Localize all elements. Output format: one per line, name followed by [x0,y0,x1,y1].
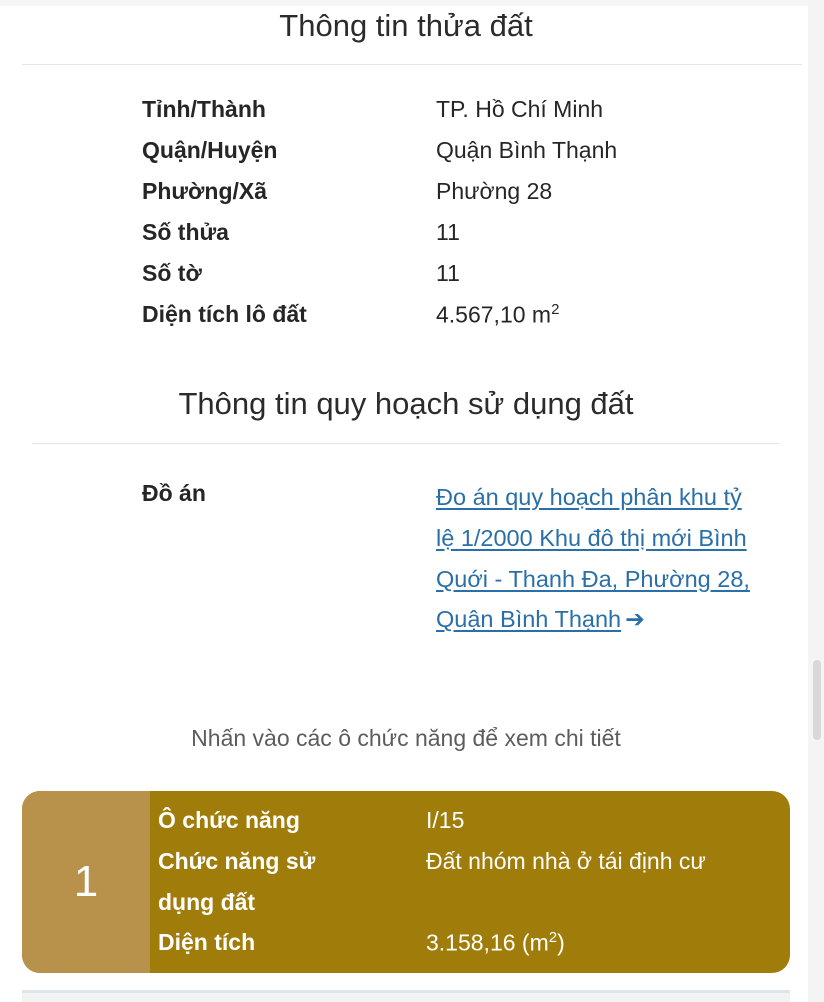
area-unit-superscript: 2 [551,301,560,318]
area-number: 4.567,10 m [436,301,552,328]
scrollbar-thumb[interactable] [813,660,821,740]
info-value: 11 [436,219,460,245]
top-band [0,0,808,6]
info-label: Diện tích lô đất [142,301,307,327]
parcel-info-title: Thông tin thửa đất [279,8,533,43]
planning-info-title: Thông tin quy hoạch sử dụng đất [178,386,634,421]
info-value-area [436,301,559,329]
card-area-suffix: ) [557,929,565,956]
arrow-right-icon: ➔ [625,606,645,633]
card-label: dụng đất [158,889,256,915]
function-card-index: 1 [22,791,150,973]
divider [32,443,780,444]
info-label: Tỉnh/Thành [142,96,266,122]
hint-text: Nhấn vào các ô chức năng để xem chi tiết [191,725,621,751]
info-label: Số thửa [142,219,229,245]
scrollbar[interactable] [808,0,824,1002]
plan-label: Đồ án [142,480,206,506]
card-area-unit-superscript: 2 [548,929,558,946]
card-area-number: 3.158,16 (m [426,929,549,956]
info-value: TP. Hồ Chí Minh [436,96,604,122]
next-card-edge [22,990,790,1002]
info-value: 11 [436,260,460,286]
info-value: Phường 28 [436,178,553,204]
plan-link-text[interactable]: Đo án quy hoạch phân khu tỷ lệ 1/2000 Khu đô thị mới Bình Quới - Thanh Đa, Phường 28, Quận Bình Thạnh [436,484,750,633]
info-label: Số tờ [142,260,202,286]
plan-link[interactable] [436,477,756,640]
info-value: Quận Bình Thạnh [436,137,618,163]
info-label: Phường/Xã [142,178,268,204]
divider [22,64,802,65]
card-label: Ô chức năng [158,807,300,833]
card-value-area [426,929,565,957]
card-label: Chức năng sử [158,848,316,874]
card-value: I/15 [426,807,465,833]
info-label: Quận/Huyện [142,137,278,163]
card-value: Đất nhóm nhà ở tái định cư [426,848,706,874]
function-card[interactable] [22,791,790,973]
card-label: Diện tích [158,929,256,955]
